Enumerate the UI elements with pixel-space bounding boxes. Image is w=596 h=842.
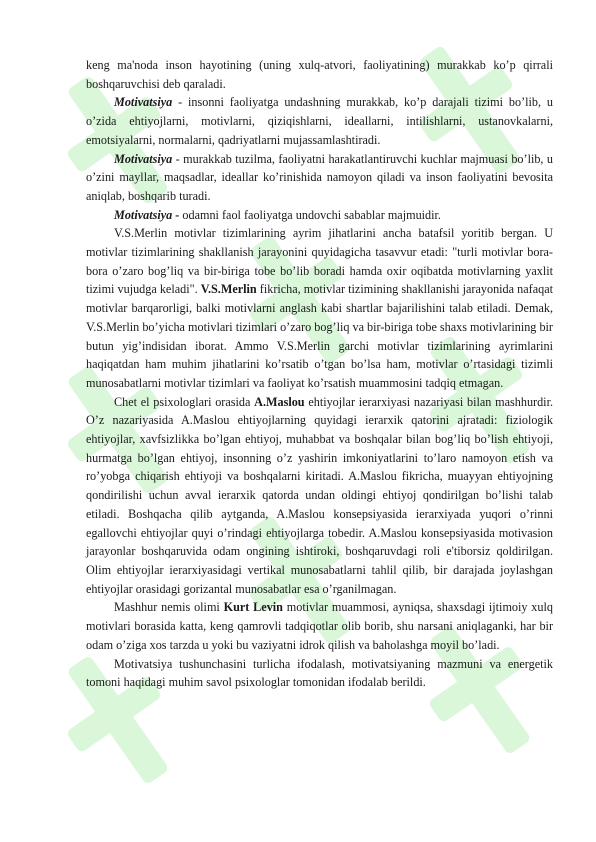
paragraph-text: - murakkab tuzilma, faoliyatni harakatlantiruvchi kuchlar majmuasi bo’lib, u o’zini mayllar, maqsadlar, ideallar ko’rinishida namoyon qiladi va inson faoliyatini bevosita aniqlab, boshqarib turadi.	[86, 151, 553, 203]
emphasis-text: Motivatsiya	[114, 151, 173, 166]
paragraph-text: Motivatsiya tushunchasini turlicha ifodalash, motivatsiyaning mazmuni va energetik tomoni haqidagi muhim savol psixologlar tomonidan ifodalab berildi.	[86, 656, 553, 690]
paragraph	[86, 655, 553, 692]
paragraph	[86, 56, 553, 93]
paragraph-text: - insonni faoliyatga undashning murakkab, ko’p darajali tizimi bo’lib, u o’zida ehtiyojlarni, motivlarni, qiziqishlarni, ideallarni, intilishlarni, ustanovkalarni, emotsiyalarni, normalarni, qadriyatlarni mujassamlashtiradi.	[86, 95, 553, 147]
paragraph	[86, 93, 553, 149]
paragraph	[86, 206, 553, 225]
paragraph-text: motivlar muammosi, ayniqsa, shaxsdagi ijtimoiy xulq motivlari borasida katta, keng qamrovli tadqiqotlar olib borib, shu narsani aniqlaganki, har bir odam o’ziga xos tarzda u yoki bu vaziyatni idrok qilish va baholashga moyil bo’ladi.	[86, 600, 553, 652]
emphasis-text: Kurt Levin	[223, 600, 283, 615]
paragraph-text: fikricha, motivlar tizimining shakllanishi jarayonida nafaqat motivlar barqarorligi, balki motivlarni anglash kabi shartlar bajarilishini talab etiladi. Demak, V.S.Merlin bo’yicha motivlari tizimlari o’zaro bog’liq va bir-biriga tobe shaxs motivlarining bir butun yig’indisidan iborat. Ammo V.S.Merlin garchi motivlar tizimlarining ayrimlarini haqiqatdan ham muhim jihatlarini ko’rsatib o’tgan bo’lsa ham, motivlar o’rtasidagi tizimli munosabatlarni motivlar tizimlari va faoliyat ko’rsatish muammosini tadqiq etmagan.	[86, 282, 553, 390]
paragraph-text: keng ma'noda inson hayotining (uning xulq-atvori, faoliyatining) murakkab ko’p qirrali boshqaruvchisi deb qaraladi.	[86, 58, 553, 91]
emphasis-text: Motivatsiya	[114, 95, 173, 110]
paragraph-text: Mashhur nemis olimi	[114, 600, 224, 615]
paragraph-text: Chet el psixologlari orasida	[114, 394, 255, 409]
paragraph	[86, 598, 553, 654]
emphasis-text: Motivatsiya -	[114, 207, 180, 222]
paragraph-text: ehtiyojlar ierarxiyasi nazariyasi bilan mashhurdir. O’z nazariyasida A.Maslou ehtiyojlarning quyidagi ierarxik qatorini ajratadi: fiziologik ehtiyojlar, xavfsizlikka bo’lgan ehtiyoj, muhabbat va boshqalar bilan bog’liq bo’lish ehtiyoji, hurmatga bo’lgan ehtiyoj, insonning o’z yashirin imkoniyatlarini to’laro namoyon etish va ro’yobga chiqarish ehtiyoji va boshqalarni kiritadi. A.Maslou fikricha, muayyan ehtiyojning qondirilishi uchun avval ierarxik qatorda undan oldingi ehtiyoj qondirilgan bo’lishi talab etiladi. Boshqacha qilib aytganda, A.Maslou konsepsiyasida ierarxiyada yuqori o’rinni egallovchi ehtiyojlar quyi o’rindagi ehtiyojlarga tobedir. A.Maslou konsepsiyasida motivasion jarayonlar boshqaruvida odam ongining ishtiroki, boshqaruvdagi roli e'tiborsiz qoldirilgan. Olim ehtiyojlar ierarxiyasidagi vertikal munosabatlarni tahlil qilib, bir darajada joylashgan ehtiyojlar orasidagi gorizantal munosabatlar esa o’rganilmagan.	[86, 394, 554, 596]
paragraph-text: V.S.Merlin motivlar tizimlarining ayrim jihatlarini ancha batafsil yoritib bergan. U motivlar tizimlarining shakllanish jarayonini quyidagicha tasavvur etadi: "turli motivlar bora-bora o’zaro bog’liq va bir-biriga tobe bo’lib boradi hamda oxir oqibatda motivlarning yaxlit tizimi vujudga keladi".	[86, 226, 553, 297]
paragraph	[86, 224, 553, 392]
emphasis-text: V.S.Merlin	[200, 282, 257, 297]
paragraph	[86, 150, 553, 206]
paragraph	[86, 393, 553, 599]
emphasis-text: A.Maslou	[254, 394, 305, 409]
document-body	[86, 56, 553, 692]
paragraph-text: odamni faol faoliyatga undovchi sabablar majmuidir.	[179, 207, 441, 222]
